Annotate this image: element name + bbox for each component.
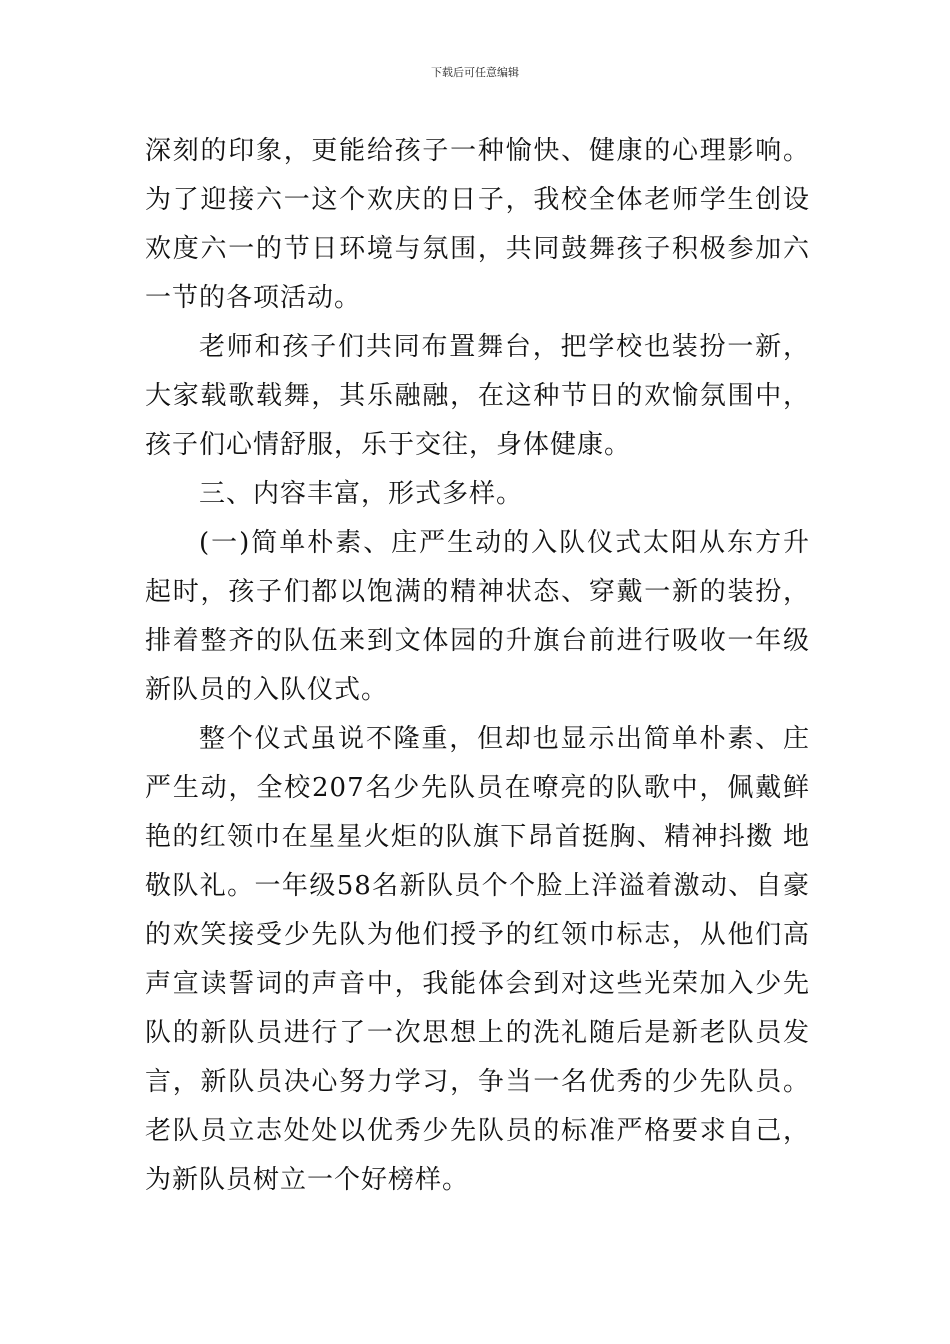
paragraph-stage-decoration: 老师和孩子们共同布置舞台，把学校也装扮一新，大家载歌载舞，其乐融融，在这种节日的欢愉氛围中，孩子们心情舒服，乐于交往，身体健康。: [145, 332, 810, 460]
section-heading: 三、内容丰富，形式多样。: [199, 479, 524, 509]
paragraph-ceremony-details: 整个仪式虽说不隆重，但却也显示出简单朴素、庄严生动，全校207名少先队员在嘹亮的队歌中，佩戴鲜艳的红领巾在星星火炬的队旗下昂首挺胸、精神抖擞 地敬队礼。一年级58名新队员个个脸上洋溢着激动、自豪的欢笑接受少先队为他们授予的红领巾标志，从他们高声宣读誓词的声音中，我能体会到对这些光荣加入少先队的新队员进行了一次思想上的洗礼随后是新老队员发言，新队员决心努力学习，争当一名优秀的少先队员。老队员立志处处以优秀少先队员的标准严格要求自己，为新队员树立一个好榜样。: [145, 724, 810, 1195]
page-header: 下载后可任意编辑: [431, 66, 519, 79]
paragraph-continuation: 深刻的印象，更能给孩子一种愉快、健康的心理影响。为了迎接六一这个欢庆的日子，我校全体老师学生创设欢度六一的节日环境与氛围，共同鼓舞孩子积极参加六一节的各项活动。: [145, 136, 810, 313]
document-body: [145, 127, 810, 1205]
paragraph-induction-ceremony: (一)简单朴素、庄严生动的入队仪式太阳从东方升起时，孩子们都以饱满的精神状态、穿戴一新的装扮，排着整齐的队伍来到文体园的升旗台前进行吸收一年级新队员的入队仪式。: [145, 528, 810, 705]
